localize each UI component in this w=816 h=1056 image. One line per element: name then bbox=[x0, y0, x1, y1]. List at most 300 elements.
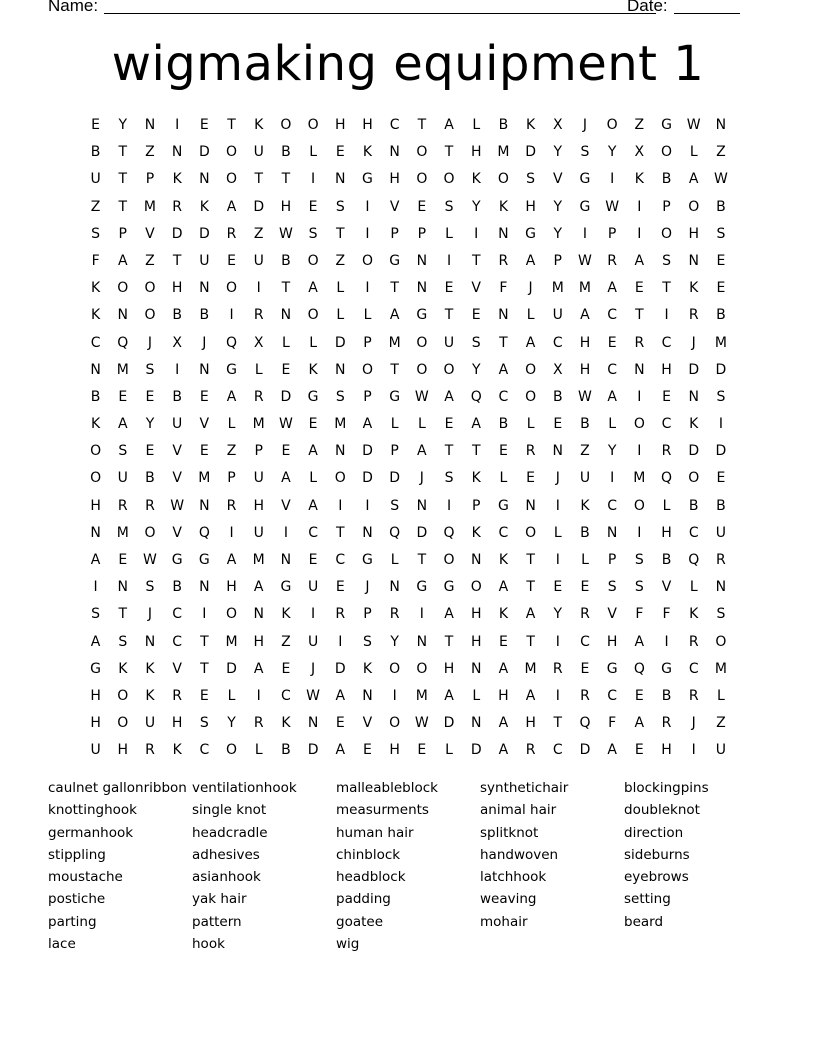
grid-letter: Q bbox=[579, 715, 591, 732]
grid-letter: E bbox=[716, 280, 726, 297]
grid-letter: E bbox=[498, 443, 508, 460]
grid-letter: E bbox=[553, 579, 563, 596]
grid-letter: O bbox=[525, 361, 537, 378]
word-item: doubleknot bbox=[624, 802, 700, 819]
grid-letter: P bbox=[363, 334, 372, 351]
grid-letter: I bbox=[555, 633, 560, 650]
grid-letter: O bbox=[361, 361, 373, 378]
grid-letter: D bbox=[688, 443, 700, 460]
grid-letter: A bbox=[607, 280, 617, 297]
grid-letter: L bbox=[336, 307, 345, 324]
grid-letter: N bbox=[171, 144, 183, 161]
grid-letter: S bbox=[91, 606, 101, 623]
grid-letter: O bbox=[416, 144, 428, 161]
grid-letter: L bbox=[526, 307, 535, 324]
grid-letter: O bbox=[144, 280, 156, 297]
grid-row bbox=[82, 168, 735, 195]
grid-letter: U bbox=[172, 416, 183, 433]
grid-letter: I bbox=[637, 443, 642, 460]
grid-letter: C bbox=[661, 416, 672, 433]
grid-letter: L bbox=[390, 416, 399, 433]
grid-row bbox=[82, 631, 735, 658]
grid-row bbox=[82, 495, 735, 522]
grid-letter: A bbox=[362, 416, 373, 433]
grid-letter: G bbox=[416, 579, 428, 596]
grid-letter: Q bbox=[470, 388, 482, 405]
grid-letter: O bbox=[633, 416, 645, 433]
grid-letter: U bbox=[90, 171, 101, 188]
grid-letter: L bbox=[309, 470, 317, 487]
grid-letter: B bbox=[552, 388, 563, 405]
word-item: adhesives bbox=[192, 846, 260, 863]
grid-letter: R bbox=[525, 443, 536, 460]
grid-letter: V bbox=[281, 497, 291, 514]
grid-row bbox=[82, 196, 735, 223]
grid-letter: N bbox=[90, 361, 101, 378]
grid-letter: K bbox=[145, 660, 155, 677]
grid-letter: C bbox=[607, 687, 618, 704]
grid-letter: A bbox=[471, 416, 481, 433]
grid-letter: O bbox=[606, 117, 618, 133]
grid-letter: A bbox=[117, 416, 128, 433]
worksheet-header bbox=[48, 0, 748, 20]
grid-letter: L bbox=[689, 579, 698, 596]
grid-letter: D bbox=[334, 334, 346, 351]
grid-letter: K bbox=[498, 198, 508, 215]
grid-letter: R bbox=[688, 307, 699, 324]
grid-letter: I bbox=[637, 388, 642, 405]
grid-letter: S bbox=[335, 198, 345, 215]
grid-letter: R bbox=[253, 307, 264, 324]
grid-letter: E bbox=[281, 660, 291, 677]
grid-letter: G bbox=[579, 198, 591, 215]
grid-letter: O bbox=[334, 470, 346, 487]
grid-letter: R bbox=[389, 606, 400, 623]
grid-letter: I bbox=[446, 252, 452, 269]
grid-letter: N bbox=[688, 252, 699, 269]
grid-letter: E bbox=[607, 334, 617, 351]
grid-letter: K bbox=[580, 497, 590, 514]
grid-letter: R bbox=[498, 252, 509, 269]
grid-letter: E bbox=[634, 280, 644, 297]
grid-letter: J bbox=[555, 470, 560, 487]
grid-letter: A bbox=[444, 687, 454, 704]
grid-letter: L bbox=[717, 687, 725, 704]
grid-letter: W bbox=[278, 416, 293, 433]
word-item: ventilationhook bbox=[192, 780, 297, 796]
grid-letter: N bbox=[335, 443, 346, 460]
grid-letter: X bbox=[552, 361, 563, 378]
grid-row bbox=[82, 304, 735, 331]
grid-letter: E bbox=[308, 416, 318, 433]
grid-letter: L bbox=[608, 416, 617, 433]
grid-letter: S bbox=[363, 633, 372, 650]
grid-letter: G bbox=[497, 497, 509, 514]
grid-letter: W bbox=[414, 388, 429, 405]
grid-letter: O bbox=[307, 307, 319, 324]
grid-letter: M bbox=[633, 470, 646, 487]
grid-letter: U bbox=[579, 470, 591, 487]
grid-letter: Z bbox=[580, 443, 590, 460]
grid-letter: A bbox=[444, 388, 454, 405]
word-item: hook bbox=[192, 936, 225, 953]
grid-letter: K bbox=[498, 552, 508, 568]
grid-letter: W bbox=[414, 715, 429, 732]
grid-letter: A bbox=[417, 443, 427, 460]
grid-letter: R bbox=[172, 198, 183, 215]
grid-letter: V bbox=[362, 715, 373, 732]
grid-letter: L bbox=[417, 416, 426, 433]
grid-letter: H bbox=[661, 524, 672, 541]
grid-letter: O bbox=[117, 687, 129, 704]
grid-letter: Y bbox=[607, 443, 617, 460]
grid-letter: W bbox=[578, 252, 592, 269]
grid-letter: H bbox=[579, 334, 591, 351]
grid-letter: V bbox=[172, 524, 182, 541]
grid-letter: Q bbox=[661, 470, 673, 487]
grid-letter: R bbox=[145, 742, 155, 759]
grid-letter: I bbox=[555, 497, 560, 514]
grid-letter: E bbox=[308, 198, 318, 215]
grid-letter: H bbox=[389, 171, 400, 188]
grid-letter: X bbox=[253, 334, 264, 351]
grid-letter: A bbox=[226, 198, 237, 215]
grid-letter: S bbox=[390, 497, 400, 514]
grid-letter: K bbox=[689, 280, 699, 297]
grid-letter: I bbox=[311, 606, 316, 623]
grid-letter: A bbox=[389, 307, 400, 324]
grid-letter: D bbox=[334, 660, 346, 677]
grid-letter: P bbox=[390, 225, 399, 242]
grid-row bbox=[82, 685, 735, 712]
word-item: handwoven bbox=[480, 846, 559, 863]
grid-letter: I bbox=[256, 280, 261, 297]
grid-letter: V bbox=[471, 280, 481, 297]
grid-letter: R bbox=[607, 252, 618, 269]
grid-letter: T bbox=[444, 307, 454, 324]
grid-letter: T bbox=[336, 524, 345, 541]
grid-letter: H bbox=[90, 715, 101, 732]
grid-letter: Q bbox=[633, 660, 645, 677]
grid-letter: P bbox=[118, 225, 127, 242]
grid-letter: N bbox=[199, 579, 210, 596]
grid-letter: U bbox=[253, 252, 264, 269]
word-item: goatee bbox=[336, 913, 384, 930]
grid-letter: Y bbox=[227, 715, 236, 732]
grid-letter: O bbox=[416, 660, 428, 677]
grid-letter: K bbox=[91, 307, 101, 324]
grid-letter: U bbox=[90, 742, 101, 759]
grid-letter: N bbox=[117, 307, 129, 324]
grid-letter: M bbox=[714, 334, 727, 351]
grid-letter: O bbox=[443, 171, 455, 188]
grid-letter: I bbox=[365, 225, 370, 242]
grid-letter: H bbox=[90, 687, 101, 704]
grid-letter: B bbox=[172, 388, 182, 405]
grid-letter: T bbox=[499, 334, 508, 351]
grid-letter: U bbox=[307, 579, 319, 596]
grid-letter: O bbox=[443, 552, 455, 568]
grid-letter: U bbox=[253, 470, 264, 487]
grid-letter: E bbox=[335, 144, 345, 161]
word-item: postiche bbox=[48, 891, 106, 908]
grid-row bbox=[82, 603, 735, 630]
grid-letter: E bbox=[498, 633, 508, 650]
grid-letter: H bbox=[606, 633, 618, 650]
grid-letter: G bbox=[198, 552, 210, 568]
word-list bbox=[48, 780, 768, 958]
grid-letter: G bbox=[90, 660, 102, 677]
grid-letter: N bbox=[199, 171, 210, 188]
grid-letter: D bbox=[688, 361, 700, 378]
grid-letter: C bbox=[607, 307, 618, 324]
grid-letter: G bbox=[525, 225, 537, 242]
word-item: splitknot bbox=[480, 824, 539, 841]
grid-letter: O bbox=[525, 388, 537, 405]
grid-letter: E bbox=[634, 742, 644, 759]
grid-letter: U bbox=[199, 252, 210, 269]
grid-letter: D bbox=[525, 144, 536, 161]
grid-letter: M bbox=[524, 660, 537, 677]
word-item: sideburns bbox=[624, 846, 690, 863]
date-label: Date: bbox=[627, 0, 668, 15]
grid-letter: K bbox=[689, 606, 699, 623]
grid-letter: T bbox=[254, 171, 263, 188]
grid-letter: V bbox=[172, 443, 182, 460]
grid-letter: T bbox=[635, 307, 644, 324]
grid-letter: E bbox=[145, 443, 155, 460]
word-item: knottinghook bbox=[48, 802, 137, 819]
word-item: stippling bbox=[48, 846, 106, 863]
grid-letter: P bbox=[607, 225, 617, 242]
word-item: malleableblock bbox=[336, 780, 438, 796]
grid-letter: G bbox=[416, 307, 428, 324]
grid-letter: A bbox=[226, 552, 237, 568]
grid-letter: V bbox=[172, 660, 182, 677]
grid-letter: Q bbox=[389, 524, 401, 541]
grid-letter: O bbox=[144, 524, 156, 541]
word-item: lace bbox=[48, 936, 76, 953]
grid-row bbox=[82, 114, 735, 141]
grid-letter: J bbox=[147, 334, 153, 351]
word-item: wig bbox=[336, 936, 360, 953]
grid-letter: P bbox=[363, 606, 372, 623]
grid-row bbox=[82, 467, 735, 494]
grid-letter: D bbox=[307, 742, 319, 759]
grid-letter: D bbox=[253, 198, 265, 215]
grid-row bbox=[82, 712, 735, 739]
grid-letter: D bbox=[198, 144, 210, 161]
grid-row bbox=[82, 250, 735, 277]
grid-row bbox=[82, 522, 735, 549]
grid-letter: S bbox=[335, 388, 345, 405]
grid-letter: I bbox=[582, 225, 588, 242]
grid-letter: N bbox=[199, 280, 210, 297]
grid-letter: I bbox=[256, 687, 261, 704]
grid-letter: N bbox=[416, 280, 428, 297]
grid-letter: T bbox=[200, 660, 209, 677]
grid-letter: I bbox=[610, 470, 615, 487]
grid-letter: I bbox=[392, 687, 397, 704]
grid-letter: Q bbox=[443, 524, 455, 541]
grid-letter: H bbox=[226, 579, 237, 596]
grid-letter: N bbox=[389, 144, 400, 161]
grid-letter: I bbox=[311, 171, 316, 188]
grid-letter: E bbox=[471, 307, 481, 324]
grid-letter: P bbox=[471, 497, 481, 514]
grid-letter: F bbox=[499, 280, 508, 297]
grid-letter: G bbox=[307, 388, 319, 405]
word-column bbox=[192, 780, 336, 958]
grid-letter: G bbox=[362, 552, 373, 568]
grid-row bbox=[82, 549, 735, 576]
grid-letter: O bbox=[389, 715, 401, 732]
grid-letter: A bbox=[525, 334, 536, 351]
grid-letter: E bbox=[417, 742, 427, 759]
grid-letter: Z bbox=[281, 633, 291, 650]
grid-letter: B bbox=[498, 117, 509, 133]
grid-letter: O bbox=[226, 742, 238, 759]
grid-letter: P bbox=[145, 171, 155, 188]
grid-letter: T bbox=[118, 606, 128, 623]
grid-letter: H bbox=[280, 198, 292, 215]
grid-letter: C bbox=[389, 117, 400, 133]
grid-letter: Y bbox=[553, 198, 563, 215]
grid-letter: M bbox=[116, 361, 129, 378]
grid-letter: C bbox=[172, 633, 183, 650]
grid-letter: T bbox=[526, 633, 535, 650]
grid-row bbox=[82, 277, 735, 304]
grid-letter: U bbox=[715, 742, 727, 759]
grid-letter: A bbox=[308, 497, 318, 514]
grid-letter: Z bbox=[335, 252, 346, 269]
grid-letter: Y bbox=[390, 633, 399, 650]
grid-letter: Y bbox=[553, 225, 563, 242]
grid-letter: I bbox=[283, 524, 288, 541]
grid-letter: B bbox=[90, 388, 101, 405]
grid-letter: V bbox=[607, 606, 617, 623]
grid-letter: U bbox=[144, 715, 156, 732]
grid-letter: A bbox=[607, 742, 617, 759]
grid-letter: B bbox=[498, 416, 509, 433]
grid-letter: R bbox=[253, 388, 264, 405]
grid-letter: M bbox=[578, 280, 592, 297]
grid-letter: C bbox=[607, 497, 618, 514]
grid-letter: G bbox=[280, 579, 292, 596]
grid-letter: D bbox=[579, 742, 591, 759]
grid-letter: I bbox=[691, 742, 696, 759]
grid-letter: N bbox=[144, 633, 156, 650]
grid-letter: V bbox=[389, 198, 400, 215]
letter-grid bbox=[82, 114, 735, 767]
grid-letter: I bbox=[365, 497, 370, 514]
grid-letter: A bbox=[308, 280, 318, 297]
grid-letter: E bbox=[91, 117, 101, 133]
grid-letter: Z bbox=[716, 144, 726, 161]
grid-letter: K bbox=[471, 524, 481, 541]
grid-letter: D bbox=[443, 715, 455, 732]
grid-letter: K bbox=[689, 416, 699, 433]
grid-letter: G bbox=[389, 252, 401, 269]
grid-letter: G bbox=[362, 171, 373, 188]
grid-letter: L bbox=[662, 497, 671, 514]
grid-letter: A bbox=[90, 552, 101, 568]
grid-letter: B bbox=[281, 144, 291, 161]
grid-letter: U bbox=[253, 144, 264, 161]
grid-letter: U bbox=[443, 334, 455, 351]
grid-letter: D bbox=[226, 660, 237, 677]
grid-letter: O bbox=[144, 307, 156, 324]
grid-letter: A bbox=[281, 470, 291, 487]
grid-letter: K bbox=[172, 742, 182, 759]
grid-letter: G bbox=[226, 361, 237, 378]
grid-letter: K bbox=[308, 361, 318, 378]
grid-letter: A bbox=[498, 660, 509, 677]
grid-row bbox=[82, 413, 735, 440]
grid-letter: E bbox=[308, 552, 318, 568]
grid-letter: E bbox=[335, 715, 345, 732]
grid-letter: T bbox=[118, 198, 128, 215]
grid-letter: B bbox=[716, 198, 726, 215]
grid-letter: S bbox=[716, 225, 726, 242]
grid-letter: O bbox=[389, 660, 401, 677]
grid-letter: G bbox=[661, 660, 672, 677]
grid-letter: N bbox=[389, 579, 400, 596]
grid-letter: B bbox=[688, 497, 699, 514]
grid-letter: L bbox=[499, 470, 508, 487]
grid-letter: E bbox=[227, 252, 236, 269]
grid-letter: T bbox=[227, 117, 236, 133]
grid-letter: O bbox=[715, 633, 727, 650]
grid-letter: H bbox=[470, 633, 482, 650]
grid-letter: D bbox=[470, 742, 482, 759]
grid-letter: E bbox=[580, 579, 590, 596]
word-item: measurments bbox=[336, 802, 429, 819]
grid-row bbox=[82, 223, 735, 250]
grid-letter: S bbox=[118, 633, 128, 650]
grid-letter: W bbox=[306, 687, 321, 704]
grid-letter: R bbox=[226, 225, 237, 242]
word-item: synthetichair bbox=[480, 780, 569, 796]
grid-letter: S bbox=[607, 579, 617, 596]
grid-letter: E bbox=[444, 416, 454, 433]
word-item: eyebrows bbox=[624, 869, 689, 886]
grid-letter: L bbox=[336, 280, 345, 297]
grid-letter: S bbox=[145, 579, 155, 596]
word-column bbox=[480, 780, 624, 958]
grid-letter: H bbox=[90, 497, 101, 514]
grid-letter: C bbox=[335, 552, 346, 568]
grid-letter: H bbox=[525, 715, 536, 732]
word-item: yak hair bbox=[192, 891, 247, 908]
word-item: direction bbox=[624, 824, 684, 841]
grid-letter: T bbox=[471, 252, 481, 269]
grid-letter: E bbox=[281, 361, 291, 378]
grid-letter: A bbox=[117, 252, 128, 269]
grid-letter: K bbox=[498, 606, 508, 623]
grid-letter: J bbox=[365, 579, 370, 596]
grid-letter: O bbox=[280, 117, 292, 133]
grid-letter: D bbox=[362, 443, 373, 460]
grid-letter: O bbox=[307, 117, 319, 133]
grid-letter: E bbox=[199, 117, 209, 133]
grid-letter: B bbox=[172, 579, 182, 596]
grid-letter: E bbox=[281, 443, 291, 460]
grid-letter: I bbox=[446, 497, 452, 514]
grid-letter: P bbox=[390, 443, 399, 460]
grid-letter: J bbox=[419, 470, 424, 487]
grid-letter: L bbox=[472, 687, 481, 704]
